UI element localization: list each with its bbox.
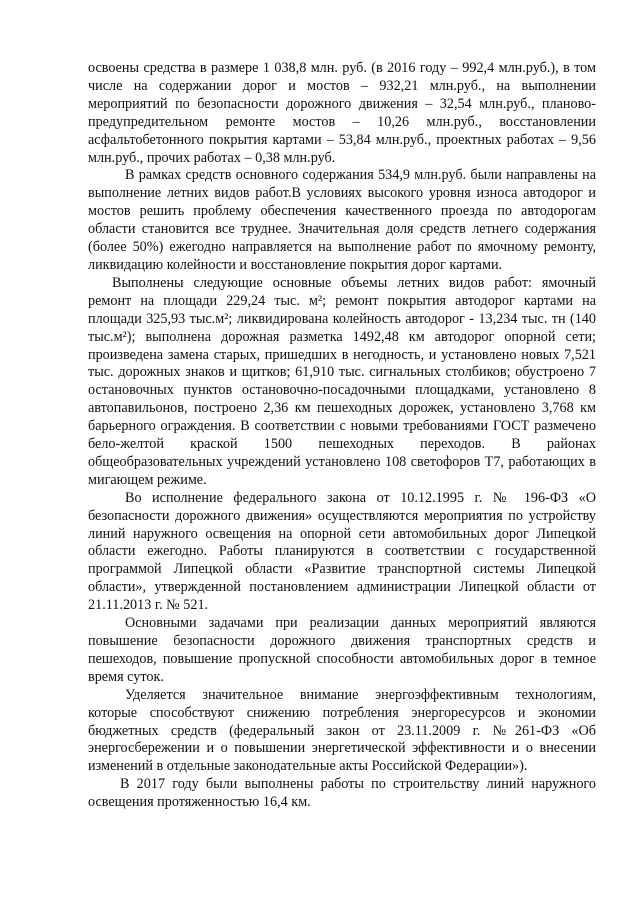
paragraph-summer-works: В рамках средств основного содержания 534,9 млн.руб. были направлены на выполнение летних видов работ.В условиях высокого уровня износа автодорог и мостов решить проблему обеспечения качественного проезда по автодорогам области становится все труднее. Значительная доля средств летнего содержания (более 50%) ежегодно направляется на выполнение работ по ямочному ремонту, ликвидацию колейности и восстановление покрытия дорог картами. bbox=[88, 167, 596, 273]
paragraph-main-tasks: Основными задачами при реализации данных мероприятий являются повышение безопасности дорожного движения транспортных средств и пешеходов, повышение пропускной способности автомобильных дорог в темное время суток. bbox=[88, 615, 596, 685]
document-page bbox=[88, 60, 596, 812]
paragraph-works-volumes: Выполнены следующие основные объемы летних видов работ: ямочный ремонт на площади 229,24 тыс. м²; ремонт покрытия автодорог картами на площади 325,93 тыс.м²; ликвидирована колейность автодорог - 13,234 тыс. тн (140 тыс.м²); выполнена дорожная разметка 1492,48 км автодорог опорной сети; произведена замена старых, пришедших в негодность, и установлено новых 7,521 тыс. дорожных знаков и щитков; 61,910 тыс. сигнальных столбиков; обустроено 7 остановочных пунктов остановочно-посадочными площадками, установлено 8 автопавильонов, построено 2,36 км пешеходных дорожек, установлено 3,768 км барьерного ограждения. В соответствии с новыми требованиями ГОСТ размечено бело-желтой краской 1500 пешеходных переходов. В районах общеобразовательных учреждений установлено 108 светофоров Т7, работающих в мигающем режиме. bbox=[88, 274, 596, 488]
paragraph-funds-spent: освоены средства в размере 1 038,8 млн. руб. (в 2016 году – 992,4 млн.руб.), в том числе на содержании дорог и мостов – 932,21 млн.руб., на выполнении мероприятий по безопасности дорожного движения – 32,54 млн.руб., планово-предупредительном ремонте мостов – 10,26 млн.руб., восстановлении асфальтобетонного покрытия картами – 53,84 млн.руб., проектных работах – 9,56 млн.руб., прочих работах – 0,38 млн.руб. bbox=[88, 60, 596, 166]
paragraph-federal-law: Во исполнение федерального закона от 10.12.1995 г. № 196-ФЗ «О безопасности дорожного движения» осуществляются мероприятия по устройству линий наружного освещения на опорной сети автомобильных дорог Липецкой области ежегодно. Работы планируются в соответствии с государственной программой Липецкой области «Развитие транспортной системы Липецкой области», утвержденной постановлением администрации Липецкой области от 21.11.2013 г. № 521. bbox=[88, 489, 596, 614]
paragraph-lighting-2017: В 2017 году были выполнены работы по строительству линий наружного освещения протяженностью 16,4 км. bbox=[88, 776, 596, 811]
paragraph-energy-efficiency: Уделяется значительное внимание энергоэффективным технологиям, которые способствуют снижению потребления энергоресурсов и экономии бюджетных средств (федеральный закон от 23.11.2009 г. №261-ФЗ «Об энергосбережении и о повышении энергетической эффективности и о внесении изменений в отдельные законодательные акты Российской Федерации»). bbox=[88, 686, 596, 775]
